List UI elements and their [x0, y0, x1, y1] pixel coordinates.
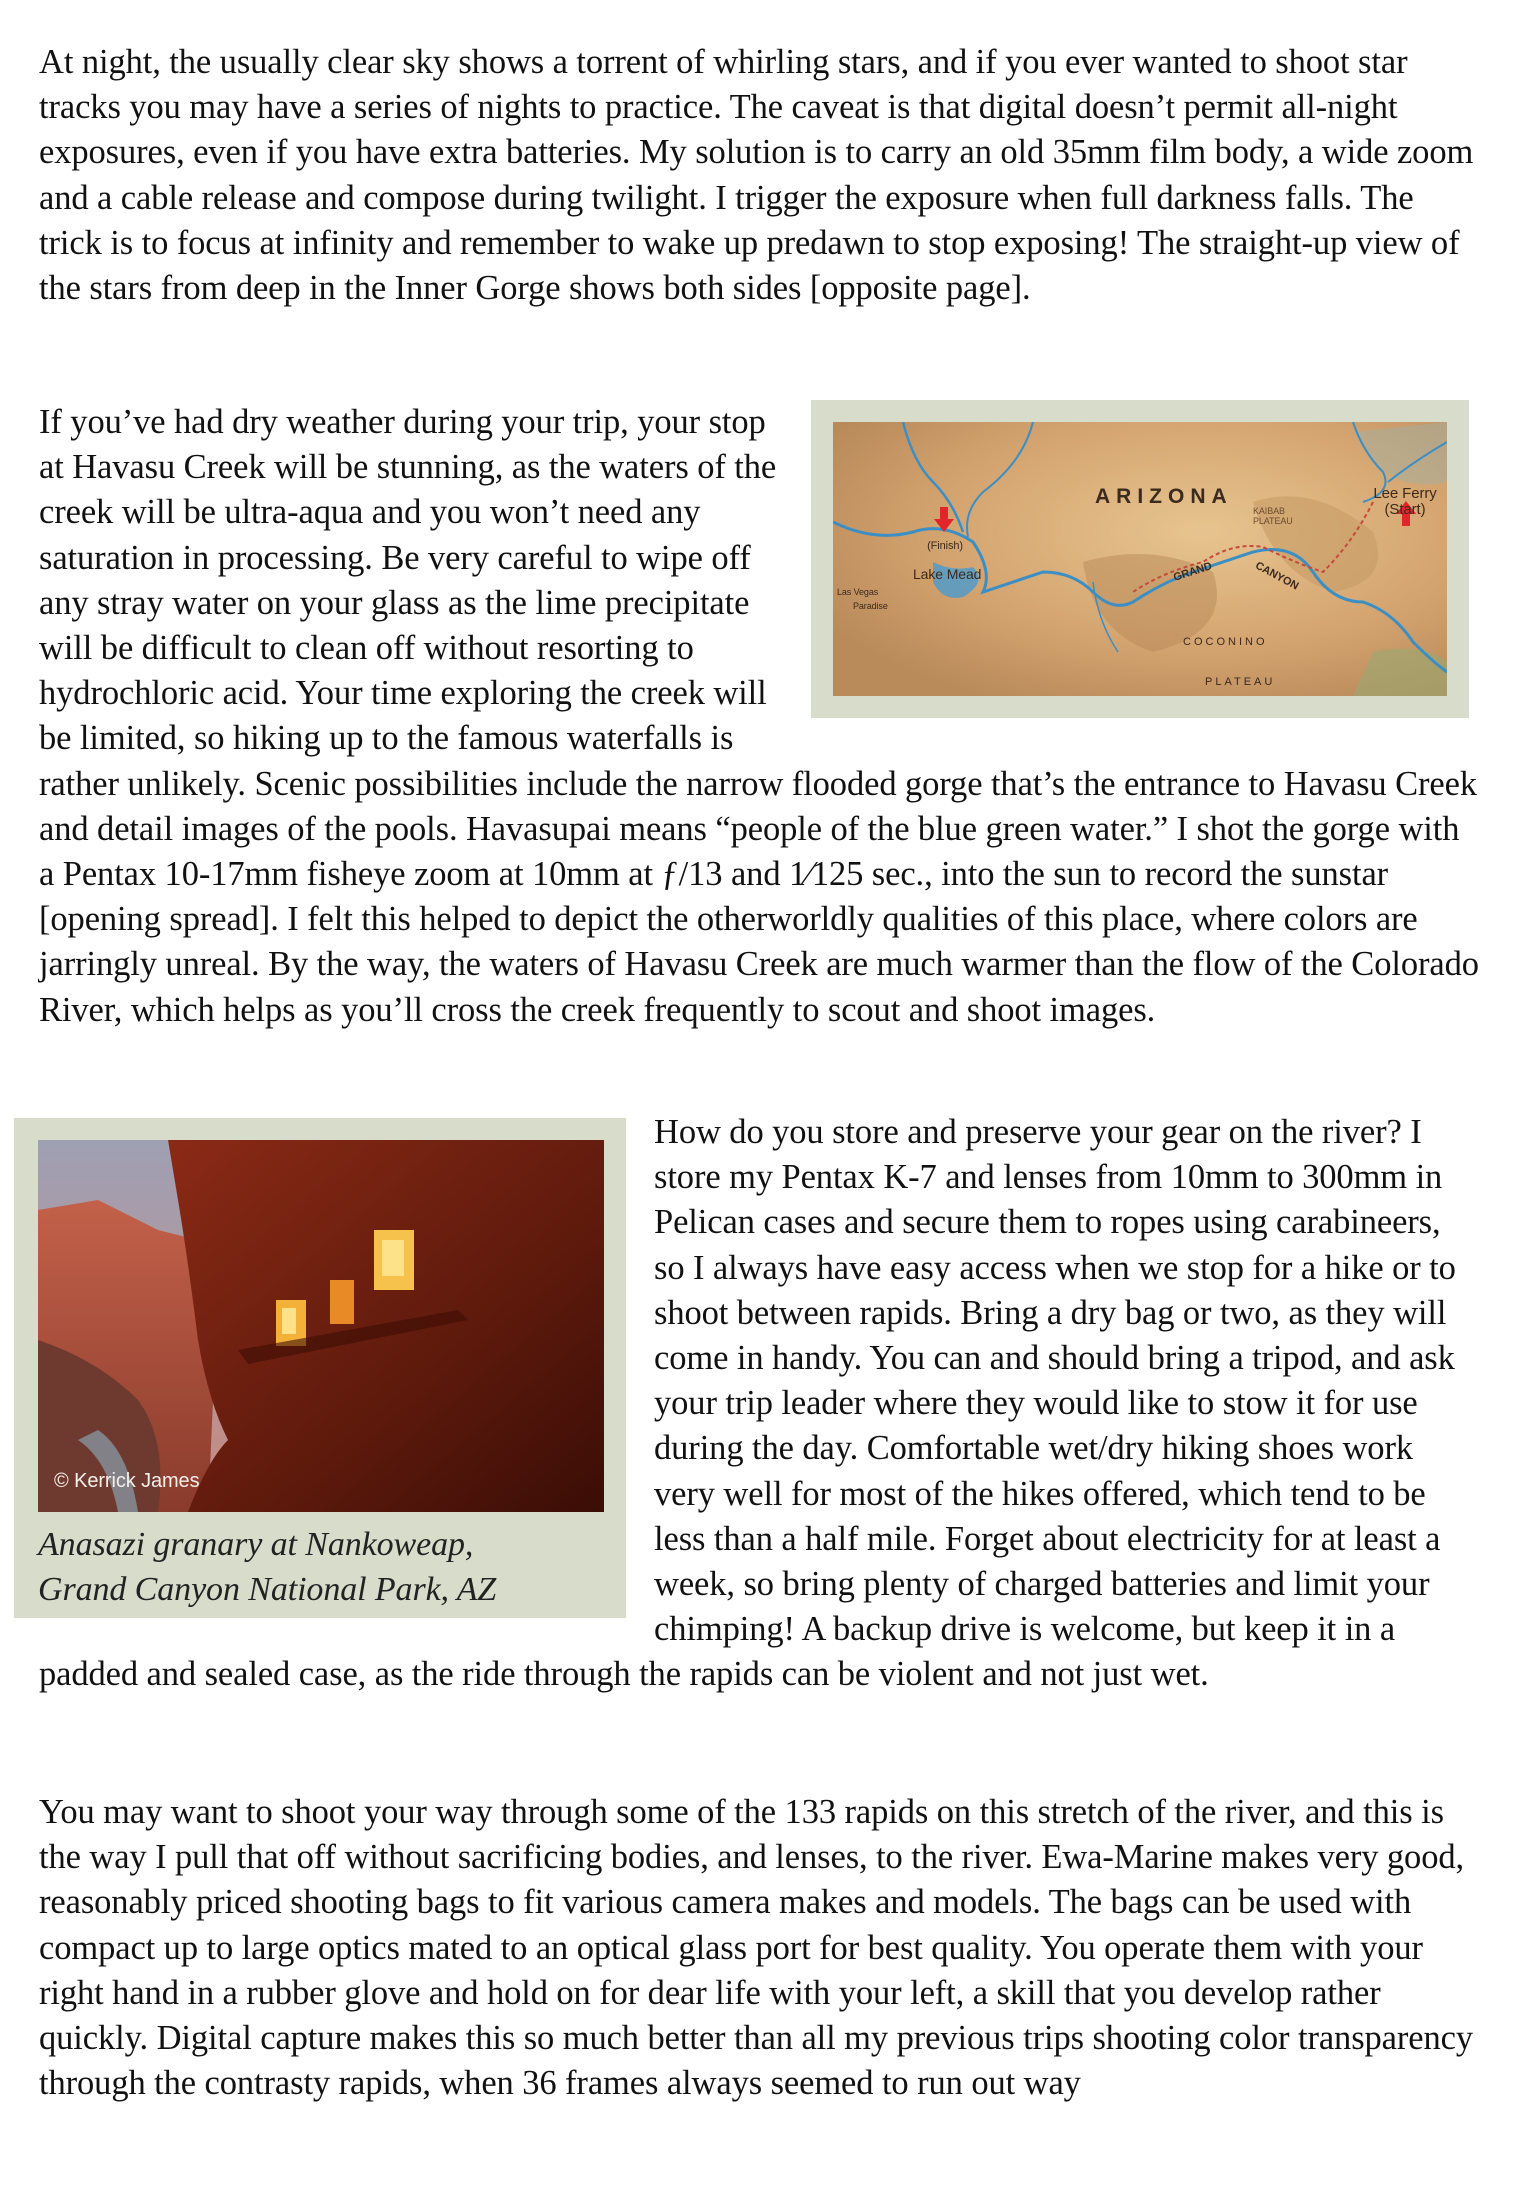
map-label-canyon: CANYON	[1253, 559, 1301, 593]
photo-caption-line-1: Anasazi granary at Nankoweap,	[38, 1526, 474, 1563]
photo-caption	[38, 1522, 608, 1612]
map-label-start: (Start)	[1384, 501, 1426, 518]
map-label-finish: (Finish)	[927, 540, 963, 552]
paragraph-havasu-creek-block	[39, 400, 1479, 1033]
paragraph-havasu-creek: If you’ve had dry weather during your trip, your stop at Havasu Creek will be stunning, as the waters of the creek will be ultra-aqua and you won’t need any saturation in processing. Be very careful to wipe off any stray water on your glass as the lime precipitate will be difficult to clean off without resorting to hydrochloric acid. Your time exploring the creek will be limited, so hiking up to the famous waterfalls is rather unlikely. Scenic possibilities include the narrow flooded gorge that’s the entrance to Havasu Creek and detail images of the pools. Havasupai means “people of the blue green water.” I shot the gorge with a Pentax 10-17mm fisheye zoom at 10mm at ƒ/13 and 1⁄125 sec., into the sun to record the sunstar [opening spread]. I felt this helped to depict the otherworldly qualities of this place, where colors are jarringly unreal. By the way, the waters of Havasu Creek are much warmer than the flow of the Colorado River, which helps as you’ll cross the creek frequently to scout and shoot images.	[39, 403, 1479, 1029]
photo-credit: © Kerrick James	[54, 1469, 200, 1492]
map-label-kaibab-plateau: KAIBAB PLATEAU	[1253, 506, 1293, 526]
map-label-las-vegas: Las Vegas	[837, 587, 879, 597]
map-label-plateau: PLATEAU	[1205, 676, 1276, 688]
map-label-arizona: ARIZONA	[1095, 485, 1233, 508]
granary-photo-graphic	[38, 1140, 604, 1512]
map-label-coconino: COCONINO	[1183, 636, 1268, 648]
map-label-lee-ferry	[1363, 486, 1447, 518]
map-label-lee-ferry-name: Lee Ferry	[1373, 485, 1437, 502]
photo-caption-line-2: Grand Canyon National Park, AZ	[38, 1571, 497, 1608]
paragraph-star-tracks: At night, the usually clear sky shows a torrent of whirling stars, and if you ever wanted to shoot star tracks you may have a series of nights to practice. The caveat is that digital doesn’t permit all-night exposures, even if you have extra batteries. My solution is to carry an old 35mm film body, a wide zoom and a cable release and compose during twilight. I trigger the exposure when full darkness falls. The trick is to focus at infinity and remember to wake up predawn to stop exposing! The straight-up view of the stars from deep in the Inner Gorge shows both sides [opposite page].	[39, 43, 1474, 308]
grand-canyon-map-frame	[811, 400, 1469, 718]
paragraph-gear-storage: How do you store and preserve your gear on the river? I store my Pentax K-7 and lenses from 10mm to 300mm in Pelican cases and secure them to ropes using carabineers, so I always have easy access when we stop for a hike or to shoot between rapids. Bring a dry bag or two, as they will come in handy. You can and should bring a tripod, and ask your trip leader where they would like to stow it for use during the day. Comfortable wet/dry hiking shoes work very well for most of the hikes offered, which tend to be less than a half mile. Forget about electricity for at least a week, so bring plenty of charged batteries and limit your chimping! A backup drive is welcome, but keep it in a padded and sealed case, as the ride through the rapids can be violent and not just wet.	[39, 1113, 1456, 1694]
photo-frame	[14, 1118, 626, 1618]
map-label-paradise: Paradise	[853, 601, 888, 611]
paragraph-rapids-shooting: You may want to shoot your way through some of the 133 rapids on this stretch of the river, and this is the way I pull that off without sacrificing bodies, and lenses, to the river. Ewa-Marine makes very good, reasonably priced shooting bags to fit various camera makes and models. The bags can be used with compact up to large optics mated to an optical glass port for best quality. You operate them with your right hand in a rubber glove and hold on for dear life with your left, a skill that you develop rather quickly. Digital capture makes this so much better than all my previous trips shooting color transparency through the contrasty rapids, when 36 frames always seemed to run out way	[39, 1793, 1474, 2103]
map-label-grand: GRAND	[1171, 560, 1214, 584]
grand-canyon-map	[833, 422, 1447, 696]
granary-photo	[38, 1140, 604, 1512]
map-label-lake-mead: Lake Mead	[913, 566, 982, 582]
paragraph-gear-block	[39, 1110, 1479, 1698]
